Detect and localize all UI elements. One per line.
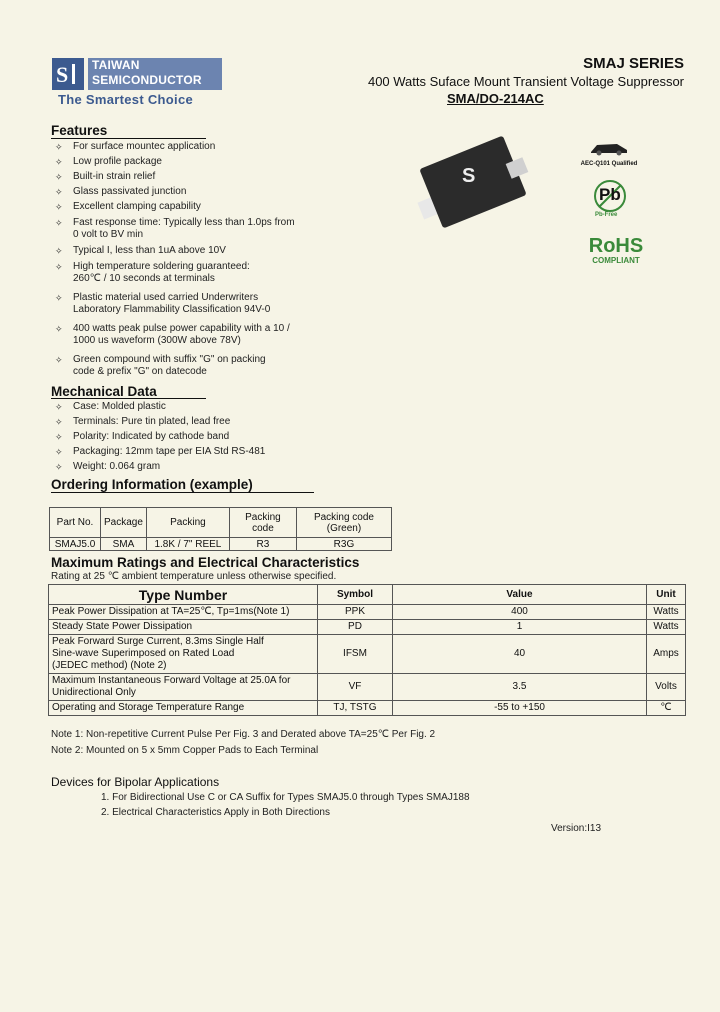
- series-title: SMAJ SERIES: [583, 55, 684, 72]
- package-name: SMA/DO-214AC: [447, 91, 544, 106]
- ratings-desc-cell: Steady State Power Dissipation: [49, 620, 318, 635]
- feature-item: ✧ 400 watts peak pulse power capability with a 10 /: [55, 323, 290, 334]
- ratings-row: [49, 620, 686, 635]
- ratings-value-cell: 400: [393, 605, 647, 620]
- mechanical-item: ✧ Weight: 0.064 gram: [55, 461, 161, 472]
- bullet-icon: ✧: [55, 432, 63, 442]
- rohs-badge: [586, 236, 646, 265]
- ordering-cell: R3G: [296, 538, 391, 551]
- ratings-condition-note: Rating at 25 ℃ ambient temperature unless otherwise specified.: [51, 571, 337, 582]
- ordering-header-cell: Packing: [146, 508, 229, 538]
- ratings-value-cell: 3.5: [393, 674, 647, 701]
- mechanical-underline: [51, 398, 206, 399]
- note-2: Note 2: Mounted on 5 x 5mm Copper Pads to Each Terminal: [51, 745, 319, 756]
- mechanical-item: ✧ Terminals: Pure tin plated, lead free: [55, 416, 231, 427]
- pb-free-badge: [590, 178, 630, 218]
- feature-item: ✧ For surface mountec application: [55, 141, 216, 152]
- ratings-symbol-cell: PD: [318, 620, 393, 635]
- product-subtitle: 400 Watts Suface Mount Transient Voltage Suppressor: [367, 74, 684, 89]
- feature-item: ✧ Glass passivated junction: [55, 186, 187, 197]
- ratings-unit-cell: Watts: [647, 605, 686, 620]
- ratings-row: [49, 605, 686, 620]
- ordering-row: [50, 538, 392, 551]
- bullet-icon: ✧: [55, 218, 63, 228]
- company-name-line2: SEMICONDUCTOR: [92, 73, 202, 87]
- car-icon: [589, 140, 629, 156]
- ordering-header-cell: Package: [101, 508, 147, 538]
- version-label: Version:I13: [551, 823, 602, 834]
- ordering-header-cell: Packing code (Green): [296, 508, 391, 538]
- feature-item: ✧ Green compound with suffix "G" on packing: [55, 354, 266, 365]
- ratings-desc-cell: Maximum Instantaneous Forward Voltage at 25.0A for Unidirectional Only: [49, 674, 318, 701]
- ratings-unit-cell: ℃: [647, 701, 686, 716]
- feature-item: ✧ Built-in strain relief: [55, 171, 156, 182]
- feature-item: ✧ High temperature soldering guaranteed:: [55, 261, 250, 272]
- aec-badge: [578, 140, 640, 167]
- feature-item: ✧ Typical I, less than 1uA above 10V: [55, 245, 226, 256]
- ratings-heading: Maximum Ratings and Electrical Characteristics: [51, 555, 360, 570]
- ratings-unit-cell: Amps: [647, 635, 686, 674]
- company-logo-mark: [52, 58, 84, 90]
- ratings-value-cell: 40: [393, 635, 647, 674]
- bullet-icon: ✧: [55, 355, 63, 365]
- mechanical-item: ✧ Packaging: 12mm tape per EIA Std RS-481: [55, 446, 266, 457]
- ratings-desc-cell: Peak Power Dissipation at TA=25℃, Tp=1ms(Note 1): [49, 605, 318, 620]
- company-tagline: The Smartest Choice: [58, 92, 194, 107]
- bullet-icon: ✧: [55, 417, 63, 427]
- pb-label: Pb: [599, 185, 621, 204]
- features-heading: Features: [51, 123, 206, 139]
- ratings-symbol-cell: PPK: [318, 605, 393, 620]
- bullet-icon: ✧: [55, 172, 63, 182]
- feature-item-cont: 260℃ / 10 seconds at terminals: [73, 273, 215, 284]
- ratings-table: [48, 584, 686, 716]
- mechanical-heading: Mechanical Data: [51, 384, 157, 399]
- rohs-label: RoHS: [588, 235, 644, 257]
- note-1: Note 1: Non-repetitive Current Pulse Per Fig. 3 and Derated above TA=25℃ Per Fig. 2: [51, 729, 436, 740]
- ordering-cell: SMA: [101, 538, 147, 551]
- ratings-value-cell: -55 to +150: [393, 701, 647, 716]
- bullet-icon: ✧: [55, 402, 63, 412]
- rohs-compliant-label: COMPLIANT: [592, 256, 640, 265]
- pb-free-label: Pb-Free: [595, 212, 618, 218]
- bullet-icon: ✧: [55, 142, 63, 152]
- chip-logo-icon: [458, 160, 488, 190]
- bullet-icon: ✧: [55, 202, 63, 212]
- ordering-heading: Ordering Information (example): [51, 477, 314, 493]
- bullet-icon: ✧: [55, 262, 63, 272]
- aec-label: AEC-Q101 Qualified: [580, 161, 638, 167]
- mechanical-list: [51, 401, 351, 473]
- feature-item: ✧ Low profile package: [55, 156, 162, 167]
- ratings-unit-cell: Watts: [647, 620, 686, 635]
- ordering-table: [49, 507, 392, 551]
- bipolar-item-2: 2. Electrical Characteristics Apply in Both Directions: [101, 807, 330, 818]
- feature-item-cont: code & prefix "G" on datecode: [73, 366, 207, 377]
- ratings-header-row: [49, 585, 686, 605]
- ordering-header-cell: Packing code: [229, 508, 296, 538]
- ordering-header-row: [50, 508, 392, 538]
- bullet-icon: ✧: [55, 447, 63, 457]
- ratings-header-cell: Unit: [647, 585, 686, 605]
- bullet-icon: ✧: [55, 293, 63, 303]
- ratings-header-cell: Value: [393, 585, 647, 605]
- svg-text:S: S: [56, 62, 69, 87]
- ordering-cell: 1.8K / 7" REEL: [146, 538, 229, 551]
- feature-item-cont: 0 volt to BV min: [73, 229, 144, 240]
- company-name-block: [88, 58, 222, 90]
- ratings-symbol-cell: VF: [318, 674, 393, 701]
- bullet-icon: ✧: [55, 324, 63, 334]
- ratings-unit-cell: Volts: [647, 674, 686, 701]
- mechanical-item: ✧ Polarity: Indicated by cathode band: [55, 431, 230, 442]
- ordering-cell: R3: [229, 538, 296, 551]
- feature-item-cont: 1000 us waveform (300W above 78V): [73, 335, 241, 346]
- company-name-line1: TAIWAN: [92, 58, 140, 72]
- feature-item-cont: Laboratory Flammability Classification 94V-0: [73, 304, 271, 315]
- mechanical-item: ✧ Case: Molded plastic: [55, 401, 166, 412]
- ratings-symbol-cell: IFSM: [318, 635, 393, 674]
- ratings-row: [49, 701, 686, 716]
- ts-logo-icon: [52, 58, 84, 90]
- features-list: [51, 141, 351, 378]
- ratings-header-cell: Symbol: [318, 585, 393, 605]
- bipolar-heading: Devices for Bipolar Applications: [51, 775, 220, 789]
- ratings-row: [49, 635, 686, 674]
- bullet-icon: ✧: [55, 157, 63, 167]
- ratings-header-cell: Type Number: [49, 585, 318, 605]
- ordering-cell: SMAJ5.0: [50, 538, 101, 551]
- ordering-header-cell: Part No.: [50, 508, 101, 538]
- feature-item: ✧ Fast response time: Typically less than 1.0ps from: [55, 217, 295, 228]
- feature-item: ✧ Excellent clamping capability: [55, 201, 201, 212]
- ratings-desc-cell: Operating and Storage Temperature Range: [49, 701, 318, 716]
- bullet-icon: ✧: [55, 187, 63, 197]
- ratings-value-cell: 1: [393, 620, 647, 635]
- ratings-symbol-cell: TJ, TSTG: [318, 701, 393, 716]
- ratings-desc-cell: Peak Forward Surge Current, 8.3ms Single Half Sine-wave Superimposed on Rated Load (JEDEC method) (Note 2): [49, 635, 318, 674]
- feature-item: ✧ Plastic material used carried Underwriters: [55, 292, 259, 303]
- svg-text:S: S: [462, 165, 476, 187]
- bullet-icon: ✧: [55, 462, 63, 472]
- bipolar-item-1: 1. For Bidirectional Use C or CA Suffix for Types SMAJ5.0 through Types SMAJ188: [101, 792, 470, 803]
- bullet-icon: ✧: [55, 246, 63, 256]
- ratings-row: [49, 674, 686, 701]
